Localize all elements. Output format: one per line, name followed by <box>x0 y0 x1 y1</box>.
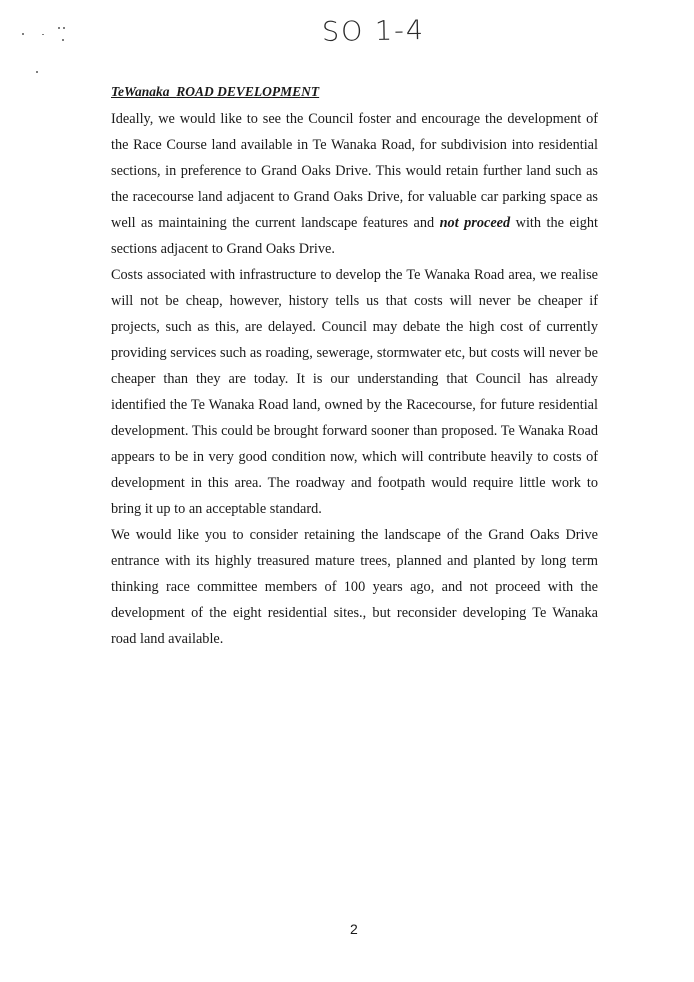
scan-speck <box>42 34 44 35</box>
paragraph-1-text: Ideally, we would like to see the Council foster and encourage the development of the Race Course land available in Te Wanaka Road, for subdivision into residential sections, in preference to Grand Oaks Drive. This would retain further land such as the racecourse land adjacent to Grand Oaks Drive, for valuable car parking space as well as maintaining the current landscape features and <box>111 111 598 231</box>
paragraph-1-text-end: with the eight sections adjacent to Grand Oaks Drive. <box>111 215 598 257</box>
paragraph-1 <box>111 106 598 262</box>
scan-speck <box>62 39 64 41</box>
scan-speck <box>63 27 65 29</box>
paragraph-1-emphasis: not proceed <box>439 215 511 231</box>
paragraph-2: Costs associated with infrastructure to develop the Te Wanaka Road area, we realise will not be cheap, however, history tells us that costs will never be cheaper if projects, such as this, are delayed. Council may debate the high cost of currently providing services such as roading, sewerage, stormwater etc, but costs will never be cheaper than they are today. It is our understanding that Council has already identified the Te Wanaka Road land, owned by the Racecourse, for future residential development. This could be brought forward sooner than proposed. Te Wanaka Road appears to be in very good condition now, which will contribute heavily to costs of development in this area. The roadway and footpath would require little work to bring it up to an acceptable standard. <box>111 267 598 517</box>
page-number: 2 <box>350 921 358 937</box>
document-body <box>111 84 598 652</box>
paragraph-3: We would like you to consider retaining the landscape of the Grand Oaks Drive entrance with its highly treasured mature trees, planned and planted by long term thinking race committee members of 100 years ago, and not proceed with the development of the eight residential sites., but reconsider developing Te Wanaka road land available. <box>111 527 598 647</box>
heading-title: ROAD DEVELOPMENT <box>176 84 320 99</box>
scan-speck <box>36 71 38 73</box>
section-heading <box>111 84 598 100</box>
scan-speck <box>58 27 60 29</box>
heading-road-name: TeWanaka <box>111 84 170 99</box>
handwritten-reference: SO 1-4 <box>321 15 426 48</box>
scan-speck <box>22 33 24 35</box>
